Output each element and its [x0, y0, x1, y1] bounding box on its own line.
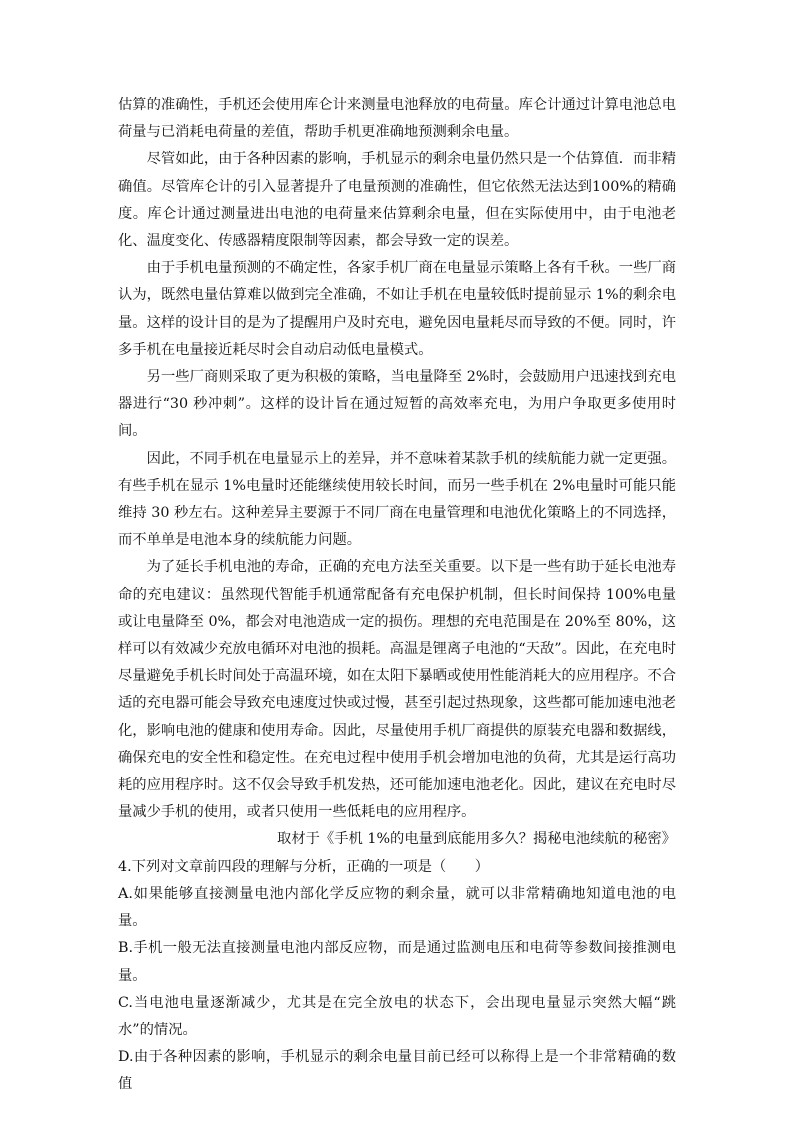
article-body: [118, 92, 676, 1099]
paragraph-1: 估算的准确性，手机还会使用库仑计来测量电池释放的电荷量。库仑计通过计算电池总电荷量与已消耗电荷量的差值，帮助手机更准确地预测剩余电量。: [118, 97, 676, 141]
option-d: D.由于各种因素的影响，手机显示的剩余电量目前已经可以称得上是一个非常精确的数值: [118, 1049, 676, 1093]
question-stem: 4.下列对文章前四段的理解与分析，正确的一项是（ ）: [118, 858, 490, 875]
paragraph-4: 另一些厂商则采取了更为积极的策略，当电量降至 2%时，会鼓励用户迅速找到充电器进行“30 秒冲刺”。这样的设计旨在通过短暂的高效率充电，为用户争取更多使用时间。: [118, 369, 676, 440]
option-c: C.当电池电量逐渐减少，尤其是在完全放电的状态下，会出现电量显示突然大幅“跳水”的情况。: [118, 994, 676, 1038]
option-a: A.如果能够直接测量电池内部化学反应物的剩余量，就可以非常精确地知道电池的电量。: [118, 885, 676, 930]
paragraph-3: 由于手机电量预测的不确定性，各家手机厂商在电量显示策略上各有千秋。一些厂商认为，既然电量估算难以做到完全准确，不如让手机在电量较低时提前显示 1%的剩余电量。这样的设计目的是为了提醒用户及时充电，避免因电量耗尽而导致的不便。同时，许多手机在电量接近耗尽时会自动启动低电量模式。: [118, 260, 676, 358]
paragraph-6: 为了延长手机电池的寿命，正确的充电方法至关重要。以下是一些有助于延长电池寿命的充电建议：虽然现代智能手机通常配备有充电保护机制，但长时间保持 100%电量或让电量降至 0%，都会对电池造成一定的损伤。理想的充电范围是在 20%至 80%，这样可以有效减少充放电循环对电池的损耗。高温是锂离子电池的“天敌”。因此，在充电时尽量避免手机长时间处于高温环境，如在太阳下暴晒或使用性能消耗大的应用程序。不合适的充电器可能会导致充电速度过快或过慢，甚至引起过热现象，这些都可能加速电池老化，影响电池的健康和使用寿命。因此，尽量使用手机厂商提供的原装充电器和数据线，确保充电的安全性和稳定性。在充电过程中使用手机会增加电池的负荷，尤其是运行高功耗的应用程序时。这不仅会导致手机发热，还可能加速电池老化。因此，建议在充电时尽量减少手机的使用，或者只使用一些低耗电的应用程序。: [118, 559, 676, 821]
option-b: B.手机一般无法直接测量电池内部反应物，而是通过监测电压和电荷等参数间接推测电量。: [118, 940, 676, 984]
article-source: 取材于《手机 1%的电量到底能用多久？揭秘电池续航的秘密》: [277, 831, 676, 848]
paragraph-5: 因此，不同手机在电量显示上的差异，并不意味着某款手机的续航能力就一定更强。有些手机在显示 1%电量时还能继续使用较长时间，而另一些手机在 2%电量时可能只能维持 30 秒左右。这种差异主要源于不同厂商在电量管理和电池优化策略上的不同选择，而不单单是电池本身的续航能力问题。: [118, 450, 676, 549]
paragraph-2: 尽管如此，由于各种因素的影响，手机显示的剩余电量仍然只是一个估算值．而非精确值。尽管库仑计的引入显著提升了电量预测的准确性，但它依然无法达到100%的精确度。库仑计通过测量进出电池的电荷量来估算剩余电量，但在实际使用中，由于电池老化、温度变化、传感器精度限制等因素，都会导致一定的误差。: [118, 151, 676, 250]
